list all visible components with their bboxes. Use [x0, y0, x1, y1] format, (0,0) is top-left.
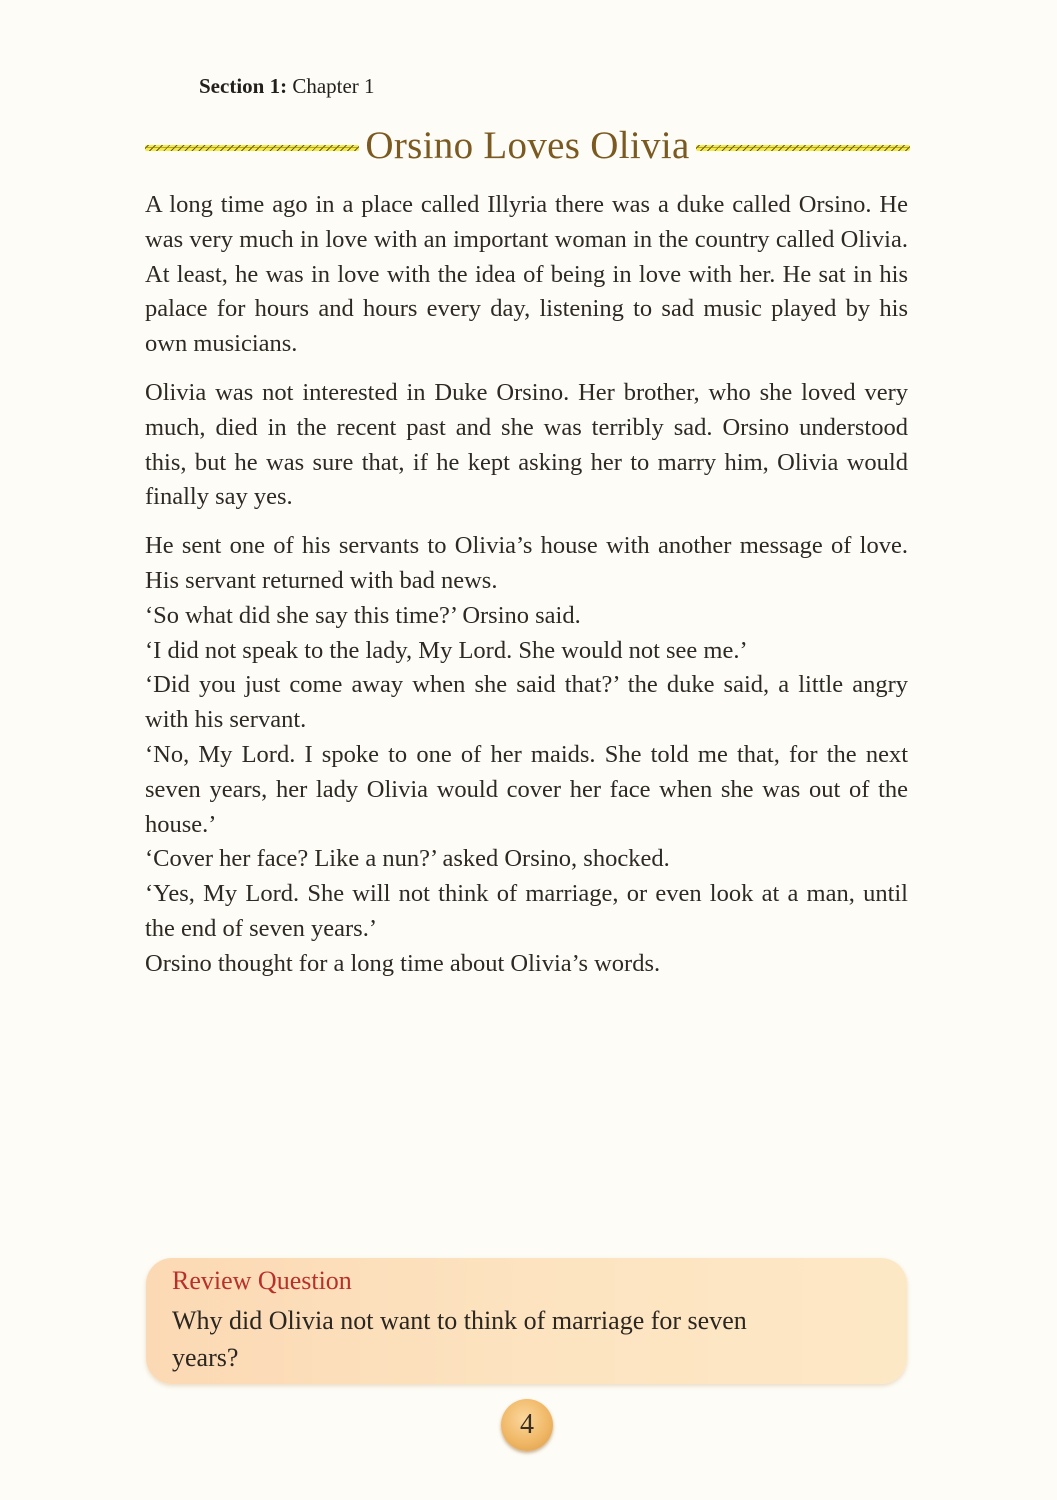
page-number-badge [501, 1399, 553, 1451]
dialogue-line: Orsino thought for a long time about Olivia’s words. [145, 949, 661, 977]
dialogue-line: ‘No, My Lord. I spoke to one of her maids. She told me that, for the next seven years, her lady Olivia would cover her face when she was out of the house.’ [145, 740, 908, 838]
story-paragraph: Olivia was not interested in Duke Orsino. Her brother, who she loved very much, died in the recent past and she was terribly sad. Orsino understood this, but he was sure that, if he kept asking her to marry him, Olivia would finally say yes. [145, 378, 908, 511]
chapter-title: Orsino Loves Olivia [365, 123, 690, 167]
page-number: 4 [520, 1409, 534, 1440]
review-question-title: Review Question [172, 1266, 352, 1295]
section-label: Section 1: [199, 74, 288, 98]
section-chapter-label [199, 74, 375, 99]
dialogue-line: ‘I did not speak to the lady, My Lord. She would not see me.’ [145, 636, 748, 664]
dialogue-line: He sent one of his servants to Olivia’s house with another message of love. His servant returned with bad news. [145, 532, 908, 594]
dialogue-line: ‘Yes, My Lord. She will not think of marriage, or even look at a man, until the end of seven years.’ [145, 880, 908, 942]
story-text [145, 188, 908, 982]
story-paragraph: A long time ago in a place called Illyria there was a duke called Orsino. He was very much in love with an important woman in the country called Olivia. At least, he was in love with the idea of being in love with her. He sat in his palace for hours and hours every day, listening to sad music played by his own musicians. [145, 191, 908, 358]
dialogue-line: ‘So what did she say this time?’ Orsino said. [145, 601, 581, 629]
dialogue-line: ‘Did you just come away when she said that?’ the duke said, a little angry with his servant. [145, 671, 908, 734]
dialogue-block [145, 529, 908, 981]
review-question-text: Why did Olivia not want to think of marriage for seven years? [172, 1306, 747, 1372]
wavy-divider-left-icon [145, 145, 359, 151]
review-question-box [146, 1258, 907, 1384]
chapter-title-row [145, 122, 910, 168]
dialogue-line: ‘Cover her face? Like a nun?’ asked Orsino, shocked. [145, 845, 670, 873]
wavy-divider-right-icon [696, 145, 910, 151]
chapter-label: Chapter 1 [292, 74, 375, 98]
